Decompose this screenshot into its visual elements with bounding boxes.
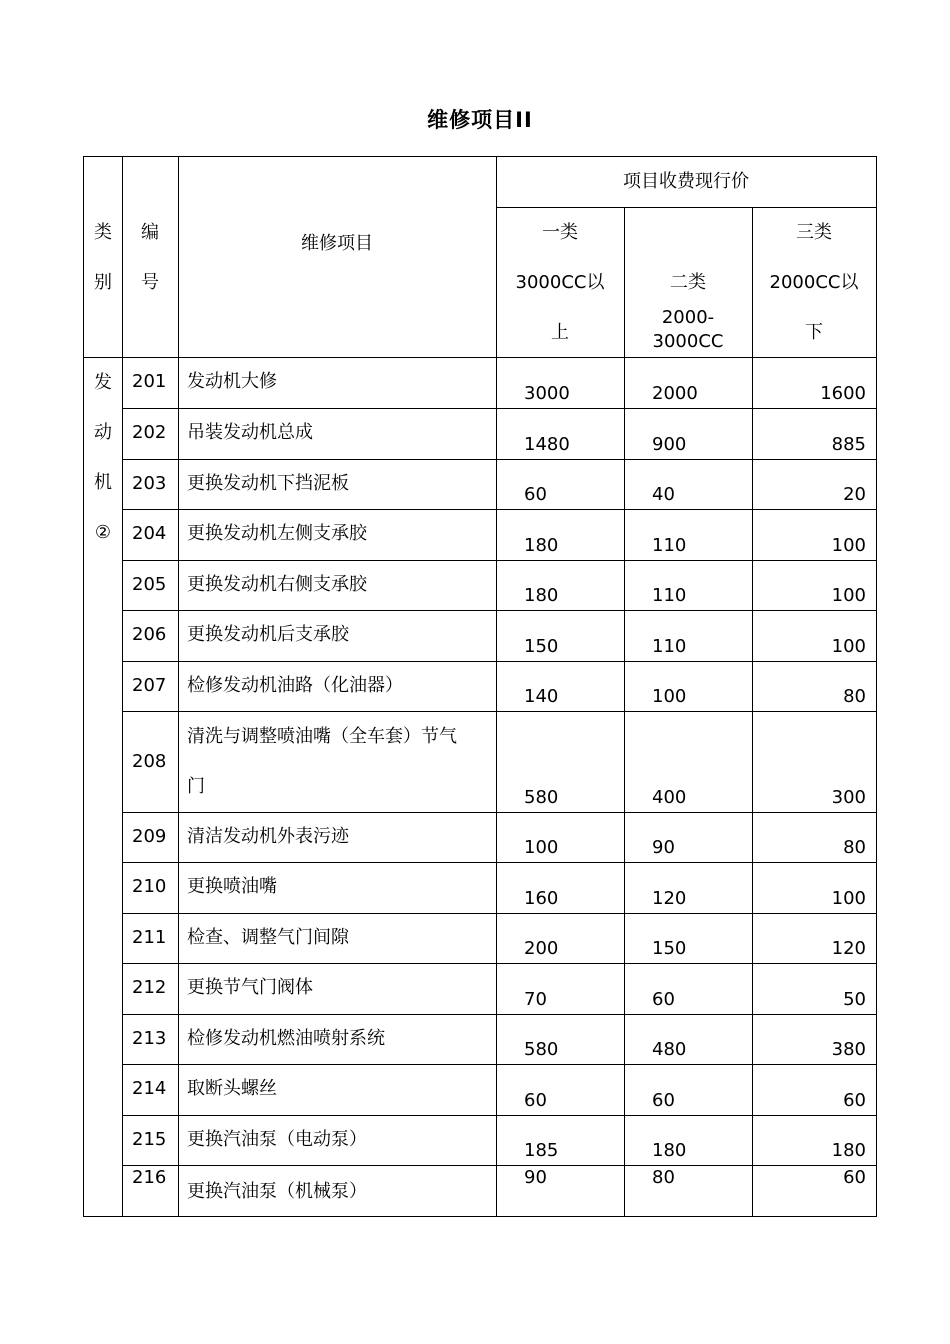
price-class1: 140 [524, 686, 559, 707]
price-class1: 150 [524, 636, 559, 657]
table-rule [122, 862, 877, 863]
price-class2: 180 [652, 1140, 687, 1161]
item-cell: 清洁发动机外表污迹 [187, 826, 349, 847]
header-class1-line-3: 上 [551, 322, 569, 343]
table-rule [496, 207, 877, 208]
price-class3: 100 [831, 636, 866, 657]
item-cell: 发动机大修 [187, 371, 277, 392]
page-title: 维修项目II [427, 108, 533, 132]
price-class2: 150 [652, 938, 687, 959]
table-rule [122, 560, 877, 561]
table-rule [83, 1216, 877, 1217]
price-class3: 100 [831, 585, 866, 606]
price-class1: 60 [524, 1090, 547, 1111]
price-class3: 80 [843, 686, 866, 707]
price-class3: 120 [831, 938, 866, 959]
item-cell: 检修发动机燃油喷射系统 [187, 1028, 385, 1049]
price-class3: 300 [831, 787, 866, 808]
item-cell: 更换发动机右侧支承胶 [187, 574, 367, 595]
price-class2: 60 [652, 1090, 675, 1111]
price-class1: 185 [524, 1140, 559, 1161]
code-cell: 201 [132, 371, 167, 392]
code-cell: 208 [132, 750, 167, 772]
header-class2-line-3: 3000CC [652, 331, 724, 352]
header-price-group: 项目收费现行价 [623, 171, 749, 192]
item-cell: 检查、调整气门间隙 [187, 927, 349, 948]
table-rule [178, 156, 179, 1217]
price-class1: 70 [524, 989, 547, 1010]
table-rule [122, 711, 877, 712]
price-class1: 580 [524, 787, 559, 808]
price-class3: 60 [843, 1090, 866, 1111]
table-rule [496, 156, 497, 1217]
code-cell: 212 [132, 977, 167, 998]
code-cell: 205 [132, 574, 167, 595]
header-class1-line-2: 3000CC以 [515, 272, 605, 293]
price-class3: 100 [831, 888, 866, 909]
price-class1: 1480 [524, 434, 570, 455]
code-cell: 207 [132, 675, 167, 696]
table-rule [122, 661, 877, 662]
category-char-4: ② [94, 522, 112, 543]
item-cell: 检修发动机油路（化油器） [187, 675, 403, 696]
price-class1: 100 [524, 837, 559, 858]
header-category-char-2: 别 [94, 272, 112, 293]
price-class1: 3000 [524, 383, 570, 404]
item-cell: 更换喷油嘴 [187, 876, 277, 897]
price-class2: 480 [652, 1039, 687, 1060]
table-rule [83, 357, 877, 358]
price-class2: 60 [652, 989, 675, 1010]
header-class2-line-2: 2000- [661, 307, 715, 328]
item-cell: 更换发动机下挡泥板 [187, 473, 349, 494]
price-class2: 40 [652, 484, 675, 505]
price-class3: 20 [843, 484, 866, 505]
price-class2: 110 [652, 585, 687, 606]
code-cell: 214 [132, 1078, 167, 1099]
category-char-2: 动 [94, 422, 112, 443]
price-class2: 400 [652, 787, 687, 808]
item-cell: 吊装发动机总成 [187, 422, 313, 443]
price-class3: 100 [831, 535, 866, 556]
table-rule [122, 1064, 877, 1065]
header-class3-line-1: 三类 [796, 222, 832, 243]
header-category-char-1: 类 [94, 222, 112, 243]
item-cell: 清洗与调整喷油嘴（全车套）节气 [187, 726, 457, 747]
item-cell: 更换节气门阀体 [187, 977, 313, 998]
item-cell: 更换汽油泵（机械泵） [187, 1181, 367, 1202]
code-cell: 209 [132, 826, 167, 847]
table-rule [122, 156, 123, 1217]
price-class2: 120 [652, 888, 687, 909]
table-rule [122, 1165, 877, 1166]
header-class2 [624, 258, 752, 354]
price-class2: 80 [652, 1167, 675, 1188]
table-rule [122, 459, 877, 460]
table-rule [876, 156, 877, 1217]
price-class3: 1600 [820, 383, 866, 404]
table-rule [624, 207, 625, 1217]
table-rule [122, 1014, 877, 1015]
header-class1 [496, 208, 624, 358]
header-code-char-1: 编 [141, 222, 159, 243]
code-cell: 202 [132, 422, 167, 443]
code-cell: 216 [132, 1167, 167, 1188]
code-cell: 215 [132, 1129, 167, 1150]
header-category [84, 208, 122, 308]
price-class2: 110 [652, 636, 687, 657]
header-class3-line-2: 2000CC以 [769, 272, 859, 293]
price-class2: 900 [652, 434, 687, 455]
code-cell: 206 [132, 624, 167, 645]
table-rule [122, 812, 877, 813]
price-class3: 380 [831, 1039, 866, 1060]
category-engine [84, 358, 122, 558]
category-char-3: 机 [94, 472, 112, 493]
price-class3: 80 [843, 837, 866, 858]
header-class2-line-1: 二类 [670, 272, 706, 293]
item-cell: 更换发动机后支承胶 [187, 624, 349, 645]
price-class3: 180 [831, 1140, 866, 1161]
price-class2: 2000 [652, 383, 698, 404]
table-rule [122, 963, 877, 964]
item-cell-continued: 门 [187, 776, 205, 797]
table-rule [122, 1115, 877, 1116]
code-cell: 203 [132, 473, 167, 494]
category-char-1: 发 [94, 372, 112, 393]
table-rule [122, 913, 877, 914]
price-class1: 90 [524, 1167, 547, 1188]
price-class2: 100 [652, 686, 687, 707]
code-cell: 211 [132, 927, 167, 948]
price-class1: 200 [524, 938, 559, 959]
item-cell: 取断头螺丝 [187, 1078, 277, 1099]
header-item: 维修项目 [301, 233, 373, 254]
price-class1: 180 [524, 585, 559, 606]
code-cell: 210 [132, 876, 167, 897]
code-cell: 204 [132, 523, 167, 544]
price-class2: 110 [652, 535, 687, 556]
item-cell: 更换汽油泵（电动泵） [187, 1129, 367, 1150]
price-class3: 885 [831, 434, 866, 455]
price-class1: 580 [524, 1039, 559, 1060]
price-class1: 60 [524, 484, 547, 505]
table-rule [122, 509, 877, 510]
code-cell: 213 [132, 1028, 167, 1049]
header-class3 [752, 208, 876, 358]
price-class3: 50 [843, 989, 866, 1010]
price-class1: 180 [524, 535, 559, 556]
header-code-char-2: 号 [141, 272, 159, 293]
header-code [122, 208, 178, 308]
price-class1: 160 [524, 888, 559, 909]
price-class2: 90 [652, 837, 675, 858]
table-rule [83, 156, 877, 157]
table-rule [122, 610, 877, 611]
header-class3-line-3: 下 [805, 322, 823, 343]
table-rule [83, 156, 84, 1217]
header-class1-line-1: 一类 [542, 222, 578, 243]
price-class3: 60 [843, 1167, 866, 1188]
item-cell: 更换发动机左侧支承胶 [187, 523, 367, 544]
table-rule [122, 408, 877, 409]
table-rule [752, 207, 753, 1217]
